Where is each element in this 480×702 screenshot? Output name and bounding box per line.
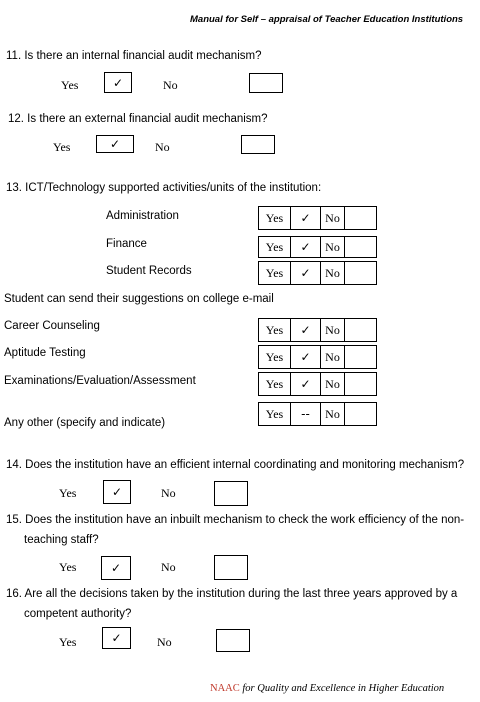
question-15-line1: 15. Does the institution have an inbuilt mechanism to check the work efficiency of the non-	[6, 514, 465, 526]
q16-yes-checkbox[interactable]	[102, 627, 131, 649]
ict-row-administration	[258, 206, 377, 230]
no-cell: No	[321, 403, 345, 425]
question-12: 12. Is there an external financial audit mechanism?	[8, 113, 268, 125]
ict-label-aptitude-testing: Aptitude Testing	[4, 347, 86, 359]
yes-cell: Yes	[259, 237, 291, 257]
yes-cell: Yes	[259, 262, 291, 284]
q15-no-label: No	[161, 560, 176, 574]
student-note: Student can send their suggestions on college e-mail	[4, 293, 274, 305]
no-cell: No	[321, 346, 345, 368]
footer-tagline: for Quality and Excellence in Higher Education	[239, 683, 445, 694]
q14-no-checkbox[interactable]	[214, 481, 248, 506]
check-icon[interactable]: ✓	[291, 262, 321, 284]
ict-row-career-counseling	[258, 318, 377, 342]
question-16-line1: 16. Are all the decisions taken by the institution during the last three years approved by a	[6, 588, 458, 600]
q14-no-label: No	[161, 486, 176, 500]
ict-label-student-records: Student Records	[106, 265, 192, 277]
ict-label-any-other: Any other (specify and indicate)	[4, 417, 166, 429]
q14-yes-checkbox[interactable]	[103, 480, 131, 504]
no-checkbox[interactable]	[345, 262, 376, 284]
no-cell: No	[321, 373, 345, 395]
no-cell: No	[321, 237, 345, 257]
check-icon: ✓	[109, 137, 121, 151]
ict-row-examinations	[258, 372, 377, 396]
no-checkbox[interactable]	[345, 373, 376, 395]
yes-cell: Yes	[259, 403, 291, 425]
q15-yes-label: Yes	[59, 560, 77, 574]
check-icon[interactable]: ✓	[291, 373, 321, 395]
ict-label-career-counseling: Career Counseling	[4, 320, 100, 332]
check-icon: ✓	[111, 485, 123, 499]
no-cell: No	[321, 207, 345, 229]
yes-cell: Yes	[259, 373, 291, 395]
check-icon[interactable]: ✓	[291, 346, 321, 368]
q12-yes-checkbox[interactable]	[96, 135, 134, 153]
q12-yes-label: Yes	[53, 140, 71, 154]
check-icon[interactable]: ✓	[291, 207, 321, 229]
question-15-line2: teaching staff?	[24, 534, 99, 546]
yes-cell: Yes	[259, 346, 291, 368]
no-cell: No	[321, 262, 345, 284]
no-checkbox[interactable]	[345, 346, 376, 368]
check-icon: ✓	[112, 75, 124, 90]
question-14: 14. Does the institution have an efficient internal coordinating and monitoring mechanism?	[6, 459, 465, 471]
question-16-line2: competent authority?	[24, 608, 132, 620]
check-icon[interactable]: ✓	[291, 237, 321, 257]
q16-yes-label: Yes	[59, 635, 77, 649]
page-footer	[210, 683, 444, 694]
q14-yes-label: Yes	[59, 486, 77, 500]
check-icon: ✓	[111, 631, 122, 645]
yes-cell: Yes	[259, 207, 291, 229]
dash-mark[interactable]: --	[291, 403, 321, 425]
q11-yes-checkbox[interactable]	[104, 72, 132, 93]
check-icon: ✓	[110, 561, 122, 575]
ict-row-finance	[258, 236, 377, 258]
q15-no-checkbox[interactable]	[214, 555, 248, 580]
question-11: 11. Is there an internal financial audit mechanism?	[6, 50, 262, 62]
page-header: Manual for Self – appraisal of Teacher Education Institutions	[190, 14, 464, 25]
no-cell: No	[321, 319, 345, 341]
q11-yes-label: Yes	[61, 78, 79, 92]
q16-no-checkbox[interactable]	[216, 629, 250, 652]
q12-no-label: No	[155, 140, 170, 154]
yes-cell: Yes	[259, 319, 291, 341]
naac-label: NAAC	[210, 683, 240, 694]
q12-no-checkbox[interactable]	[241, 135, 275, 154]
q16-no-label: No	[157, 635, 172, 649]
no-checkbox[interactable]	[345, 319, 376, 341]
ict-row-aptitude-testing	[258, 345, 377, 369]
ict-row-student-records	[258, 261, 377, 285]
ict-label-administration: Administration	[106, 210, 179, 222]
q11-no-checkbox[interactable]	[249, 73, 283, 93]
q11-no-label: No	[163, 78, 178, 92]
question-13: 13. ICT/Technology supported activities/units of the institution:	[6, 182, 322, 194]
ict-label-examinations: Examinations/Evaluation/Assessment	[4, 375, 196, 387]
ict-row-any-other	[258, 402, 377, 426]
check-icon[interactable]: ✓	[291, 319, 321, 341]
ict-label-finance: Finance	[106, 238, 147, 250]
no-checkbox[interactable]	[345, 207, 376, 229]
no-checkbox[interactable]	[345, 237, 376, 257]
q15-yes-checkbox[interactable]	[101, 556, 131, 580]
no-checkbox[interactable]	[345, 403, 376, 425]
